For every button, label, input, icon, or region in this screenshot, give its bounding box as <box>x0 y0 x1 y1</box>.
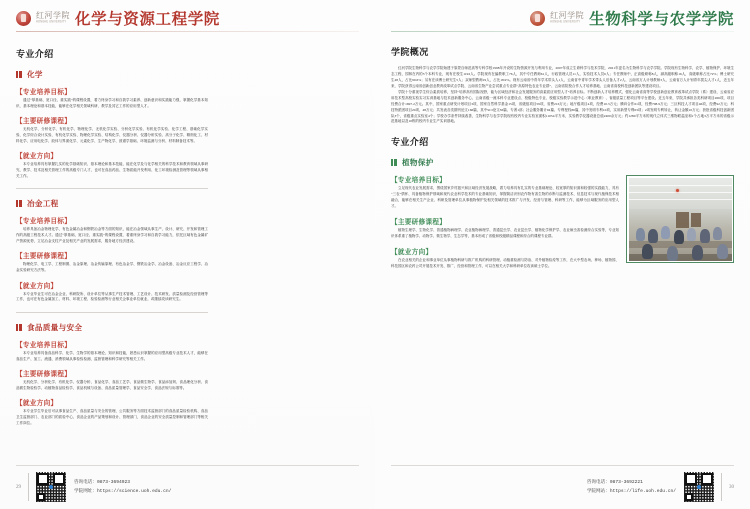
university-wordmark <box>36 12 70 24</box>
page-number: 29 <box>16 484 21 490</box>
phone-value: 0873-3694923 <box>96 479 131 485</box>
overview-paragraph-1: 红河学院生物科学与农学学院始建于原蒙自师范高等专科学校1998年开设的生物资源开发与利用专业，2007年成立生命科学与技术学院，2021年更名为生物科学与农学学院。学院现有生物科学、农学、植物保护、环境生态工程、园林在内的5个本科专业，现有在校生1192人。学院现有在编教职工76人，其中专任教师61人，行政管理人员11人，实验技术人员6人；专任教师中，正高级职称8人，副高级职称16人，高级职称占比72%；博士研究生48人，占比90.6%；另有在读博士研究生5人；双师型教师19人，占比18.9%。现有云南省中青年学术带头人1人、云南省中青年学术带头人后备人才2人、云南省万人计划教师3人、云南省万人计划青年拔尖人才1人，近五年来，学院获得云南省创新创业教育改革试点学院、云南省生物产业尝试重点专业群“高原特色农业专业群”、云南省院校合作人才培养基地、云南省高校科技创新团队等建设项目。 <box>391 66 734 88</box>
block-head-courses: 【主要研修课程】 <box>391 219 447 227</box>
photo-person <box>674 230 684 244</box>
photo-cabinet <box>691 213 701 227</box>
photo-person <box>700 229 710 243</box>
block-text-employment: 本专业毕业生可在冶金企业、科研院所、设计单位等从事生产技术管理、工艺设计、技术研发、质量检测及经营管理等工作，也可在有色金属加工、材料、环境工程、检验检测等行业相关企事业单位就业，或继续攻读研究生。 <box>16 291 208 302</box>
phone-line <box>74 478 171 487</box>
block-head-courses: 【主要研修课程】 <box>16 253 72 261</box>
university-wordmark <box>550 12 584 24</box>
phone-line <box>587 478 676 487</box>
left-body <box>0 32 375 426</box>
left-section-title: 专业介绍 <box>16 49 54 59</box>
block-text-objective: 通过“厚基础、宽口径、重实践”的课程设置，着力终身学习和自我学习素养、创新意识和实践能力强，掌握化学基本知识、基本理论和基本技能，能够在化学相关领域科研、教学及其它工作的应用型人才。 <box>16 98 208 108</box>
major-heading <box>16 322 208 333</box>
block-head-employment: 【就业方向】 <box>16 282 58 290</box>
block-text-employment: 在农业相关的企业和事业单位从事植物科研与推广机构的科研管理、动植重检测与防治、对外植物检疫等工作，在大中型农场、种场、植物园、科技园区和农药公司开展技术开发、推广、经营和管理工作，可以在相关大学和科研单位攻读硕士学位。 <box>391 258 619 268</box>
lab-photo-frame <box>626 175 734 263</box>
block-head-objective: 【专业培养目标】 <box>16 218 72 226</box>
bookmark-icon <box>16 71 23 78</box>
major-heading <box>16 198 208 209</box>
block-head-employment: 【就业方向】 <box>391 249 433 256</box>
photo-person <box>661 226 670 239</box>
photo-ceiling <box>629 178 732 210</box>
block-text-employment: 本专业培养具有掌握扎实的化学基础知识、基本理论和基本技能，能在化学及与化学相关的科学技术和教育领域从事研究、教学、技术及相关管理工作的高级专门人才，也可在食品药品、生物质能开发利用、化工环境检测及管理等领域从事相关工作。 <box>16 162 208 178</box>
block-head-objective: 【专业培养目标】 <box>16 89 72 96</box>
major-name: 冶金工程 <box>27 199 59 209</box>
lab-photo <box>629 178 732 261</box>
left-column <box>16 47 208 426</box>
photo-person <box>667 246 678 261</box>
phone-label: 咨询电话： <box>586 478 610 484</box>
block-text-courses: 无机化学、分析化学、有机化学、物理化学、无机化学实验、分析化学实验、有机化学实验、化学工程、基础化学实验、化学综合设计实验、有机化学实验、物理化学实验、结构化学、仪器分析、仪器分析实验、高分子化学、精细化工、材料化学、应用电化学、胶体与界面化学、元素化学、生产物化学、波谱学基础、环境监测与分析、材料制备技术等。 <box>16 127 208 143</box>
overview-title: 学院概况 <box>391 47 429 57</box>
left-footer <box>0 463 375 509</box>
photo-person <box>648 229 658 243</box>
block-head-employment: 【就业方向】 <box>16 400 58 408</box>
photo-person <box>687 228 696 241</box>
photo-cabinet <box>676 212 689 228</box>
right-footer-rule <box>391 465 734 466</box>
major-heading <box>391 157 734 168</box>
footer-divider <box>721 473 722 501</box>
major-separator <box>16 312 208 313</box>
phone-value: 0873-3692221 <box>609 479 643 485</box>
right-college-name: 生物科学与农学学院 <box>589 11 734 28</box>
left-footer-inner <box>0 472 375 502</box>
bookmark-icon <box>16 200 23 207</box>
right-footer <box>375 463 750 509</box>
block-head-courses: 【主要研修课程】 <box>16 118 72 126</box>
page-number: 30 <box>729 484 734 490</box>
photo-person <box>692 245 703 260</box>
bookmark-icon <box>391 159 398 166</box>
website-value[interactable]: https://science.uoh.edu.cn/ <box>96 489 172 494</box>
website-line <box>587 487 676 496</box>
photo-beam <box>629 185 732 186</box>
right-majors-title: 专业介绍 <box>391 137 429 148</box>
right-masthead <box>375 0 750 29</box>
block-text-employment: 本专业学生毕业后可从事食品生产、食品质量与安全的管理、公共服务等方面技术监督部门的食品质量检验机构、食品卫生监督部门、农业部门的质检中心、食品企业的产品策划和设计、管理部门，食品企业的安全质量控制和管理部门等相关工作岗位。 <box>16 409 208 425</box>
major-block-food-safety <box>16 322 208 427</box>
block-text-courses: 物理化学、电工学、工程制图、冶金原理、冶金传输原理、有色冶金学、钢铁冶金学、冶金设备、冶金反应工程学、冶金实验研究方法等。 <box>16 262 208 272</box>
block-text-objective: 培养具备冶金物理化学、有色金属冶金和钢铁冶金等方面的知识，能在冶金领域从事生产、设计、研究、开发和管理工作的高级工程技术人才。通过“厚基础、宽口径、重实践”的课程设置，着重终身学习和自我学习能力，依托区域有色金属矿产资源优势，立足冶金支柱产业及相关产业的发展需求，服务地方经济建设。 <box>16 227 208 243</box>
photo-beam <box>629 192 732 193</box>
block-text-courses: 植物生理学、生物化学、普通植物病理学、农业植物病理学、普通昆虫学、农业昆虫学、植物化学保护学、农业病虫害检测综合实验等，专业知识体系重了植物学、动物学、微生物学、生态学等，基本形成了省级和校级精品课程和综合的课程专业群。 <box>391 228 619 239</box>
wordmark-en: HONGHE UNIVERSITY <box>550 19 581 25</box>
right-contact-info <box>587 478 676 497</box>
university-seal-icon <box>16 11 31 26</box>
right-body <box>375 32 750 270</box>
overview-paragraph-2: 学院十分重视学生综合素质培养，坚持“培养高有国际视野，能为区域经济和社会发展服务的高素质应用型人才”培养目标。不断创新人才培养模式，强化云南省高等学校创新创业教育改革试点学院（系）建设、云南省应用技术型高校实验实习实训基地与技术创新服务中心、云南省级一流本科专业建设点、校级特色专业、校级实验教学示范中心（职业教育）、省级质量工程项目等平台建设。近五年来，学院共承担各类科研项目266项，项目经费合计1697.2万元。其中，国家重点研发计划项目3项，国家自然科学基金15项，省级组项目59项，省费216万元；地厅级项目4项，经费10.3万元；横向合作61项，经费708.9万元；三区科技人才项目46项，经费92万元；科技特派团项目20项，48万元；共发表各类期刊论文166篇，其中SCI论文36篇、专著1部；社会服务累计94篇、专利授权86篇，其中发明专利10项，实用新型专利63项；2项发明专利转让，转让金额10万元；获批省级科技创新团队3个，省级重点实验室4个；学校办学条件持续改善，生物科学与农学学院现有校内专业实验室面积11054平方米，实验教学仪器设备总值2400余万元；约1280平方米的现代立体式三维物联温室和1个占地3万平方米的省级示范基地以及10栋的校内专业生产实训基地。 <box>391 89 734 124</box>
photo-person <box>642 244 653 259</box>
major-name: 食品质量与安全 <box>27 322 83 332</box>
block-head-objective: 【专业培养目标】 <box>391 177 447 185</box>
block-text-courses: 无机化学、分析化学、有机化学、仪器分析、食品化学、食品工艺学、食品微生物学、食品添加剂、食品理化分析、食品微生物检验学、动植物食品检验学、食品机械与设备、食品质量管理学、食品安全学、食品法规与标准等。 <box>16 380 208 390</box>
right-footer-inner <box>375 472 750 502</box>
website-line <box>74 487 171 496</box>
website-value[interactable]: https://life.uoh.edu.cn/ <box>609 489 676 494</box>
major-block-plant-protection <box>391 157 734 270</box>
qr-code-icon[interactable] <box>684 472 714 502</box>
major-name: 化学 <box>27 70 43 79</box>
left-footer-rule <box>16 465 359 466</box>
block-text-objective: 本专业培养具备食品科学、化学、生物学的基本理论、知识和技能，熟悉认识掌握的应用型高级专业技术人才，能够在食品生产、加工、流通、消费领域从事检验检测、监督管理和科学研究等相关工作。 <box>16 350 208 361</box>
photo-person <box>717 244 728 259</box>
left-contact-info <box>74 478 171 497</box>
photo-person <box>636 228 645 241</box>
footer-divider <box>28 473 29 501</box>
block-head-employment: 【就业方向】 <box>16 153 58 161</box>
major-block-metallurgy <box>16 198 208 303</box>
photo-person <box>713 227 722 240</box>
website-label: 学院网址： <box>74 488 97 493</box>
wordmark-cn: 红河学院 <box>36 11 70 21</box>
photo-beam <box>629 199 732 200</box>
major-heading <box>16 69 208 80</box>
qr-code-icon[interactable] <box>36 472 66 502</box>
bookmark-icon <box>16 324 23 331</box>
website-label: 学院网站： <box>586 488 610 493</box>
left-masthead <box>0 0 375 29</box>
left-college-name: 化学与资源工程学院 <box>75 11 220 28</box>
university-seal-icon <box>530 11 545 26</box>
block-head-courses: 【主要研修课程】 <box>16 371 72 379</box>
right-page <box>375 0 750 509</box>
major-name: 植物保护 <box>402 158 434 168</box>
major-separator <box>16 188 208 189</box>
major-block-chemistry <box>16 69 208 179</box>
block-head-objective: 【专业培养目标】 <box>16 341 72 349</box>
block-text-objective: 立足现代农业发展需求，围绕国家乡村振兴和区域经济发展战略，着力培养具有扎实的专业基础理论、较宽厚的知识面和较强的实践能力，具有“三农”情怀、具备植物保护领域和现代农业科学技术的专业基础知识，掌握简洁识别农作物有害生物的诊断与监测技术、信息技术与现代植保技术相融合，能够在相关生产企业、科研及管理单位从事植物保护及相关领域的技术推广与开发、经营与管理、科研等工作，能够为区域服务的应用型人才。 <box>391 186 619 209</box>
wordmark-en: HONGHE UNIVERSITY <box>36 19 67 25</box>
wordmark-cn: 红河学院 <box>550 11 585 21</box>
phone-label: 咨询电话： <box>74 478 97 484</box>
